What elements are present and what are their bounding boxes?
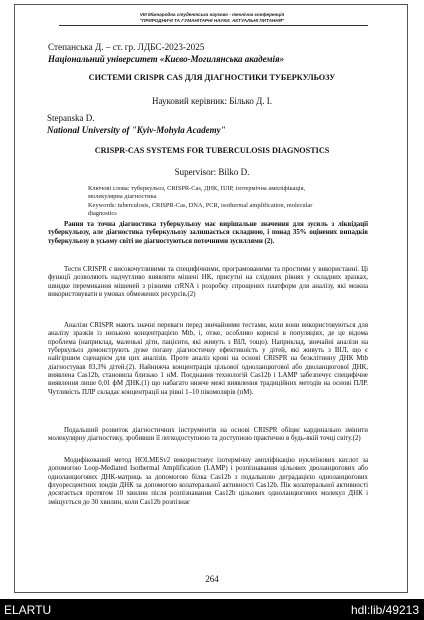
- page-number: 264: [205, 574, 219, 584]
- en-supervisor: Supervisor: Bilko D.: [174, 167, 250, 177]
- keywords-en-line-2: diagnostics: [88, 210, 117, 217]
- ua-author-line: Степанська Д. – ст. гр. ЛДБС-2023-2025: [48, 42, 205, 52]
- en-title: CRISPR-CAS SYSTEMS FOR TUBERCULOSIS DIAGNOSTICS: [94, 146, 330, 155]
- paragraph-future: Подальший розвиток діагностичних інструментів на основі CRISPR обіцяє кардинально змінити молекулярну діагностику, зробивши її легкодоступною та доступною практично в будь-якій точці світу.(2): [48, 427, 368, 443]
- footer-repository-name: ELARTU: [4, 603, 52, 617]
- keywords-ua-line-1: Ключові слова: туберкульоз, CRISPR-Cas, ДНК, ПЛР, ізотермічна ампліфікація,: [88, 185, 306, 192]
- header-divider: [59, 25, 368, 26]
- ua-institution: Національний університет «Києво-Могилянська академія»: [48, 54, 285, 64]
- footer-handle: hdl:lib/49213: [350, 603, 419, 617]
- en-institution: National University of "Kyiv-Mohyla Academy": [47, 125, 226, 135]
- ua-supervisor: Науковий керівник: Білько Д. І.: [151, 96, 273, 106]
- keywords-en-line-1: Keywords: tuberculosis, CRISPR-Cas, DNA, PCR, isothermal amplification, molecular: [88, 202, 313, 209]
- conference-header-line-2: "ПРИРОДНИЧІ ТА ГУМАНІТАРНІ НАУКИ. АКТУАЛЬНІ ПИТАННЯ": [139, 18, 285, 23]
- paragraph-holmesv2: Модифікований метод HOLMESv2 використовує ізотермічну ампліфікацію нуклеїнових кислот за допомогою Loop-Mediated Isothermal Amplification (LAMP) і розпізнавання цільових дволанцюгових або одноланцюгових ДНК-матриць за допомогою білка Cas12b з подальшою деградацією одноланцюгових флуоресцентних зондів ДНК за допомогою колатеральної активності Cas12b. Пік колатеральної активності досягається протягом 10 хвилин після розпізнавання Cas12b цільових одноланцюгових молекул ДНК і зміщується до 30 хвилин, коли Cas12b розпізнає: [48, 457, 368, 506]
- paragraph-crispr-tests: Тести CRISPR є високочутливими та специфічними, програмованими та простими у використанні. Ці функції дозволяють надчутливо виявляти мішені НК, присутні на слідових рівнях у складних зразках, швидке перемикання мішеней з різними crRNA і розробку спрощених платформ для аналізу, які можна використовувати в умовах обмежених ресурсів.(2): [48, 266, 368, 299]
- keywords-ua-line-2: молекулярна діагностика: [88, 193, 157, 200]
- en-author-line: Stepanska D.: [47, 113, 95, 123]
- conference-header-line-1: VIII Міжнародна студентська науково - технічна конференція: [139, 12, 285, 17]
- paragraph-crispr-advantages: Аналізи CRISPR мають значні переваги перед звичайними тестами, коли вони використовуються для аналізу зразків із низькою концентрацією Mtb, і, отже, особливо корисні в популяціях, де це відома проблема (наприклад, маленькі діти, пацієнти, які живуть з ВІЛ, тощо). Наприклад, звичайні аналізи на туберкульоз демонструють дуже погану діагностичну ефективність у дітей, які живуть з ВІЛ, що є найгіршим сценарієм для цих аналізів. Проте аналіз крові на основі CRISPR на безклітинну ДНК Mtb діагностував 83,3% дітей.(2). Найнижча концентрація цільової одноланцюгової або дволанцюгової ДНК, виявлена Cas12b, становила близько 1 нМ. Поєднання технологій Cas12b і LAMP забезпечує специфічне виявлення лише 0,01 фМ ДНК.(1) що набагато нижче межі виявлення традиційних методів на основі ПЛР. Чутливість ПЛР складає концентрації на рівні 1–10 пікомолярів (пМ).: [48, 322, 368, 396]
- paragraph-intro: Рання та точна діагностика туберкульозу має вирішальне значення для зусиль з ліквідації туберкульозу, але діагностика туберкульозу залишається складною, і понад 35% оцінених випадків туберкульозу в усьому світі не діагностуються поточними зусиллями (2).: [48, 221, 368, 245]
- ua-title: СИСТЕМИ CRISPR CAS ДЛЯ ДІАГНОСТИКИ ТУБЕРКУЛЬОЗУ: [88, 73, 336, 82]
